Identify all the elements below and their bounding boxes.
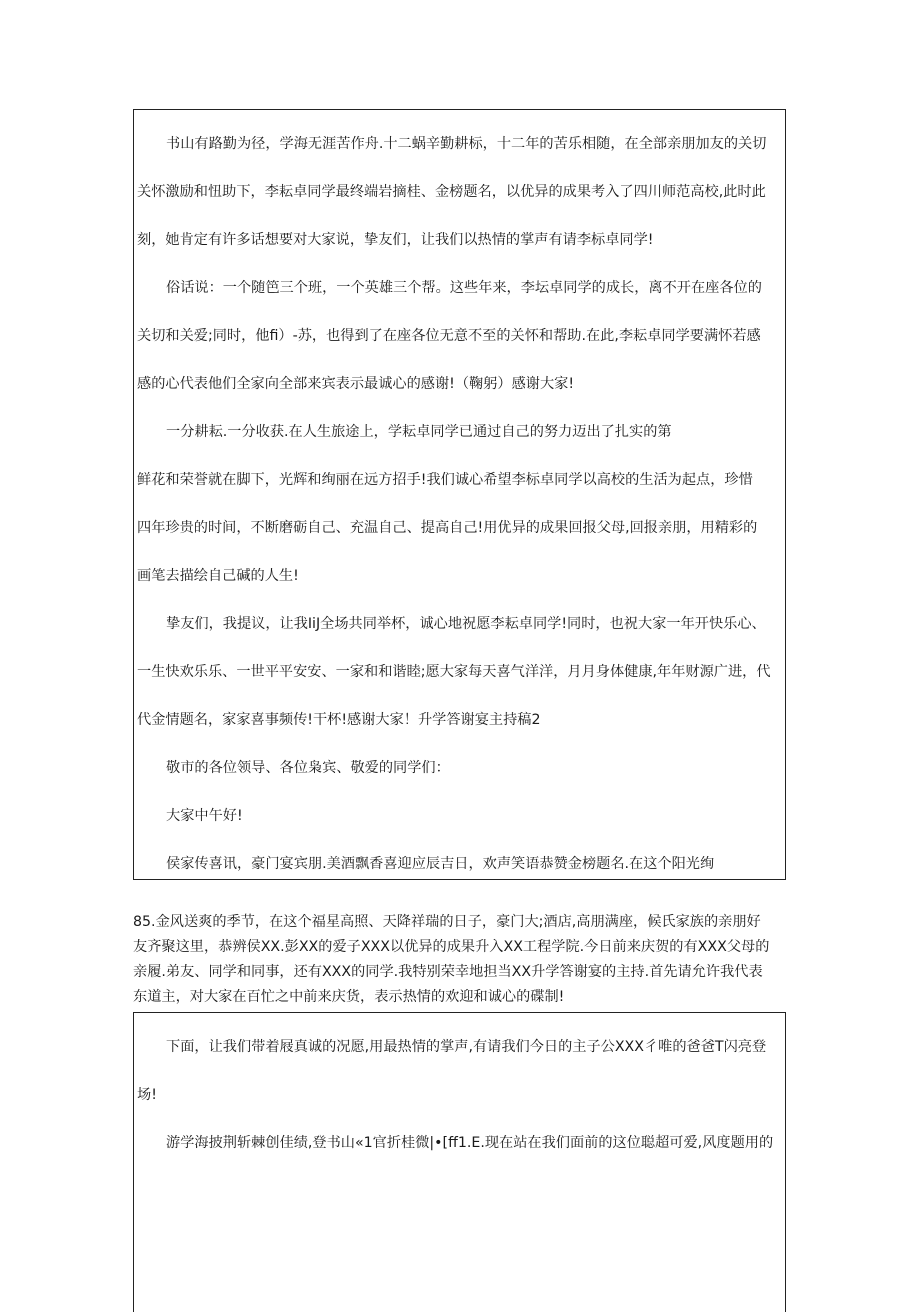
paragraph-line: 场! (137, 1087, 157, 1103)
paragraph-line: 一分耕耘.一分收获.在人生旅途上，学耘卓同学已通过自己的努力迈出了扎实的第 (166, 424, 672, 440)
paragraph-line: 挚友们，我提议，让我IiJ全场共同举杯，诚心地祝愿李耘卓同学!同时，也祝大家一年开快乐心、 (166, 616, 766, 632)
paragraph-line: 游学海披荆斩棘创佳绩,登书山«1官折桂微|•[ff1.E.现在站在我们面前的这位聪超可爱,风度题用的 (166, 1135, 774, 1151)
paragraph-line: 关切和关爱;同时，他fi）-苏，也得到了在座各位无意不至的关怀和帮助.在此,李耘卓同学要满怀若感 (137, 328, 761, 344)
paragraph-line: 感的心代表他们全家向全部来宾表示最诚心的感谢!（鞠躬）感谢大家! (137, 376, 575, 392)
paragraph-line: 东道主，对大家在百忙之中前来庆货，表示热情的欢迎和诚心的碟制! (133, 989, 565, 1005)
paragraph-line: 俗话说：一个随笆三个班，一个英雄三个帮。这些年来，李坛卓同学的成长，离不开在座各位的 (166, 280, 762, 296)
paragraph-line: 关怀激励和忸助下，李耘卓同学最终端岩摘桂、金榜题名，以优异的成果考入了四川师范高校,此时此 (137, 184, 766, 200)
speech-box-2 (133, 1012, 786, 1312)
paragraph-line: 代金情题名，家家喜事频传!干杯!感谢大家！升学答谢宴主持稿2 (137, 712, 541, 728)
paragraph-line: 书山有路勤为径，学海无涯苦作舟.十二蜗辛勤耕标，十二年的苦乐相随，在全部亲朋加友的关切 (166, 136, 767, 152)
paragraph-line: 刻，她肯定有许多话想要对大家说，挚友们，让我们以热情的掌声有请李标卓同学! (137, 232, 654, 248)
paragraph-line: 画笔去描绘自己碱的人生! (137, 568, 299, 584)
paragraph-line: 侯家传喜讯，豪门宴宾朋.美酒飘香喜迎应辰吉日，欢声笑语恭赞金榜题名.在这个阳光绚 (166, 856, 715, 872)
paragraph-line: 下面，让我们带着屐真诚的况愿,用最热情的掌声,有请我们今日的主子公XXX彳唯的爸爸T闪亮登 (166, 1039, 767, 1055)
paragraph-line: 大家中午好! (166, 808, 243, 824)
paragraph-line: 友齐聚这里，恭辨侯XX.彭XX的爱子XXX以优异的成果升入XX工程学院.今日前来庆贺的有XXX父母的 (133, 939, 770, 955)
paragraph-line: 亲履.弟友、同学和同事，还有XXX的同学.我特别荣幸地担当XX升学答谢宴的主持.首先请允许我代表 (133, 964, 763, 980)
paragraph-line: 四年珍贵的时间，不断磨砺自己、充温自己、提高自己!用优异的成果回报父母,回报亲朋，用精彩的 (137, 520, 758, 536)
paragraph-line: 敬市的各位领导、各位枭宾、敬爱的同学们： (166, 760, 450, 776)
paragraph-line: 85.金风送爽的季节，在这个福星高照、天降祥瑞的日子，豪门大;酒店,高朋满座，候氏家族的亲朋好 (133, 914, 761, 930)
paragraph-line: 一生快欢乐乐、一世平平安安、一家和和谐睦;愿大家每天喜气洋洋，月月身体健康,年年财源广进，代 (137, 664, 771, 680)
paragraph-line: 鲜花和荣誉就在脚下，光辉和绚丽在远方招手!我们诚心希望李标卓同学以高校的生活为起点，珍惜 (137, 472, 753, 488)
